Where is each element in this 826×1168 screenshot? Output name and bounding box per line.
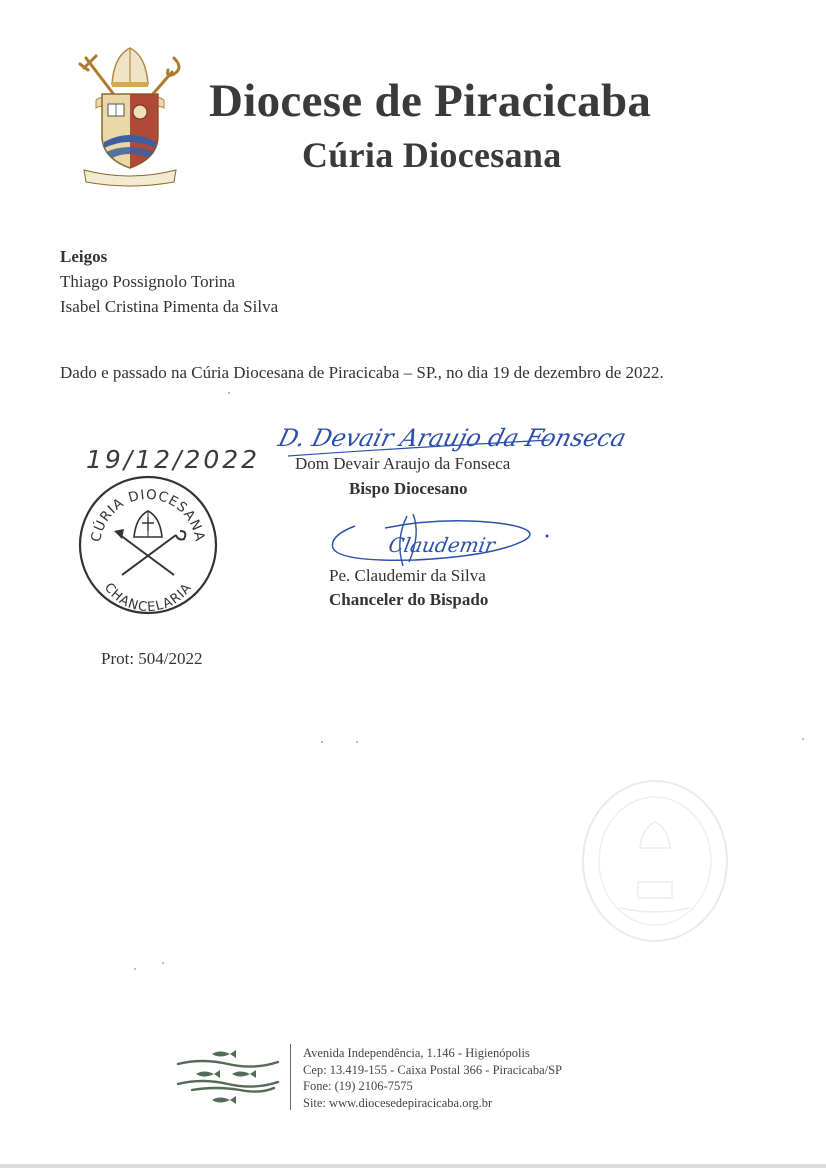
- stamp-bottom-text: CHANCELARIA: [100, 580, 196, 616]
- svg-text:CHANCELARIA: [101, 580, 195, 615]
- page-title: Diocese de Piracicaba: [209, 75, 652, 127]
- chancery-stamp: [76, 475, 220, 617]
- signature-bishop-text: D. Devair Araujo da Fonseca: [275, 423, 630, 452]
- signatory-title-chancellor: Chanceler do Bispado: [329, 590, 489, 609]
- signatory-name-chancellor: Pe. Claudemir da Silva: [329, 566, 486, 585]
- scan-speck: [321, 741, 323, 743]
- scan-speck: [162, 962, 164, 964]
- diocese-crest-logo: [74, 44, 186, 186]
- signature-chancellor-text: Claudemir: [386, 533, 497, 557]
- signatory-name-bishop: Dom Devair Araujo da Fonseca: [295, 454, 511, 473]
- footer-fish-logo: [176, 1046, 281, 1110]
- footer-address-line: Avenida Independência, 1.146 - Higienópolis: [303, 1046, 530, 1060]
- scan-speck: [802, 738, 804, 740]
- section-label: Leigos: [60, 247, 108, 266]
- scan-speck: [356, 741, 358, 743]
- signature-chancellor: [325, 510, 555, 572]
- list-item-name: Isabel Cristina Pimenta da Silva: [60, 297, 279, 316]
- page-bottom-edge: [0, 1164, 826, 1168]
- stamp-top-text: CÚRIA DIOCESANA: [88, 486, 208, 544]
- protocol-number: Prot: 504/2022: [101, 649, 203, 668]
- footer-divider: [290, 1044, 291, 1110]
- issued-statement: Dado e passado na Cúria Diocesana de Piracicaba – SP., no dia 19 de dezembro de 2022.: [60, 363, 664, 382]
- embossed-seal: [580, 778, 730, 944]
- scan-speck: [134, 968, 136, 970]
- footer-address-block: [303, 1045, 562, 1111]
- handwritten-date-text: 19/12/2022: [86, 445, 261, 474]
- handwritten-date: [84, 440, 261, 480]
- footer-phone: Fone: (19) 2106-7575: [303, 1079, 413, 1094]
- page-subtitle: Cúria Diocesana: [302, 135, 562, 175]
- list-item-name: Thiago Possignolo Torina: [60, 272, 236, 291]
- scan-speck: [228, 392, 230, 394]
- footer-website: Site: www.diocesedepiracicaba.org.br: [303, 1095, 493, 1110]
- footer-address-line: Cep: 13.419-155 - Caixa Postal 366 - Piracicaba/SP: [303, 1062, 562, 1077]
- signatory-title-bishop: Bispo Diocesano: [349, 479, 468, 498]
